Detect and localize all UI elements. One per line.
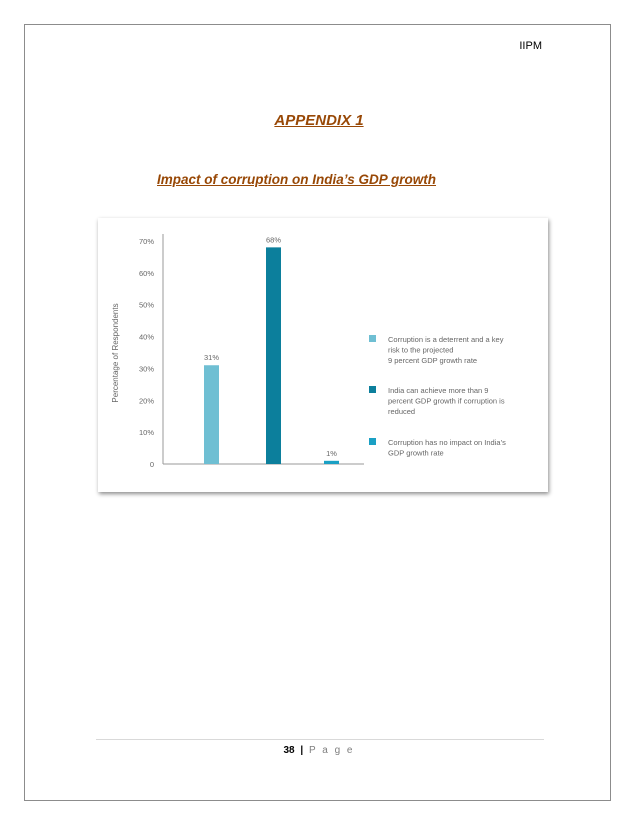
legend-label: reduced (388, 407, 416, 416)
section-title: Impact of corruption on India’s GDP growth (157, 172, 437, 187)
y-tick-label: 20% (138, 396, 154, 406)
legend-label: GDP growth rate (388, 448, 444, 458)
legend-swatch (369, 386, 376, 393)
bar-data-label: 31% (203, 353, 220, 363)
y-tick-label: 40% (138, 332, 154, 342)
y-tick-label: 60% (138, 268, 154, 278)
bar (324, 461, 339, 464)
page-word: P a g e (308, 745, 355, 756)
legend-label: India can achieve more than 9 (388, 386, 489, 395)
legend-label: Corruption is a deterrent and a key (388, 335, 504, 344)
y-tick-label: 50% (138, 300, 154, 310)
y-tick-label: 0 (149, 460, 154, 469)
footer-separator: | (300, 745, 304, 756)
bar (266, 247, 281, 464)
page-footer (0, 745, 638, 756)
y-tick-label: 10% (138, 428, 154, 438)
bar-chart (98, 218, 548, 492)
legend-swatch (369, 438, 376, 445)
chart-figure (98, 218, 548, 492)
legend-label: percent GDP growth if corruption is (388, 396, 505, 406)
legend-label: Corruption has no impact on India’s (388, 438, 506, 447)
y-tick-label: 70% (138, 237, 154, 246)
footer-divider (96, 739, 544, 740)
legend-swatch (369, 335, 376, 342)
y-tick-label: 30% (138, 364, 154, 374)
header-org: IIPM (519, 40, 542, 52)
bar-data-label: 68% (265, 235, 282, 245)
y-axis-label: Percentage of Respondents (111, 303, 120, 403)
page-number: 38 (283, 745, 295, 756)
bar-data-label: 1% (326, 448, 337, 458)
legend-label: 9 percent GDP growth rate (388, 356, 478, 365)
legend-label: risk to the projected (388, 345, 454, 355)
appendix-title: APPENDIX 1 (274, 112, 364, 129)
bar (204, 365, 219, 464)
